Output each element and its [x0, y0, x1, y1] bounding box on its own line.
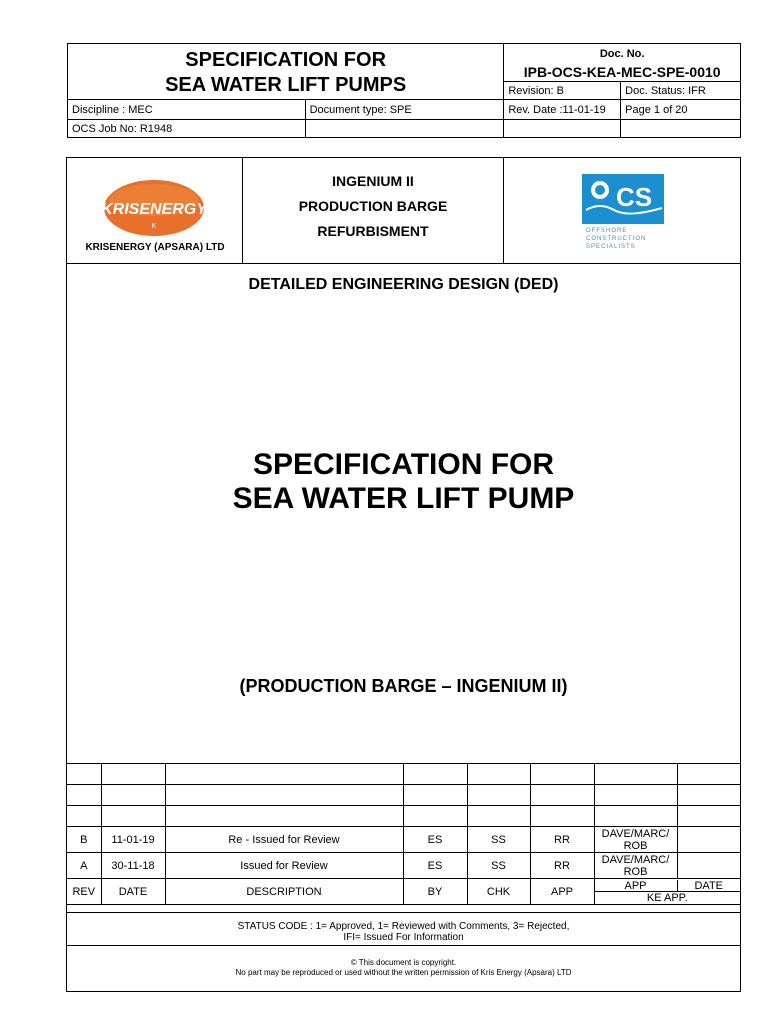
description-cell: Re - Issued for Review	[165, 827, 403, 853]
ke-app-cell: DAVE/MARC/ ROB	[594, 853, 677, 879]
project-line2: PRODUCTION BARGE	[298, 198, 448, 214]
chk-header: CHK	[467, 879, 530, 905]
description-cell: Issued for Review	[165, 853, 403, 879]
revision-cell: Revision: B	[504, 82, 621, 100]
copyright-line2: No part may be reproduced or used without the written permission of Kris Energy (Apsara) LTD	[235, 968, 572, 977]
chk-cell: SS	[467, 827, 530, 853]
company-name: KRISENERGY (APSARA) LTD	[85, 242, 225, 253]
document-title	[68, 44, 504, 100]
project-line1: INGENIUM II	[332, 173, 414, 189]
status-code-legend	[67, 912, 740, 946]
date-cell: 30-11-18	[101, 853, 165, 879]
project-line3: REFURBISMENT	[317, 223, 429, 239]
ke-date-cell	[677, 827, 740, 853]
doc-no-value: IPB-OCS-KEA-MEC-SPE-0010	[523, 63, 721, 80]
doc-no-label: Doc. No.	[599, 47, 645, 60]
revision-header-row	[67, 879, 740, 905]
ke-app-label: KE APP.	[646, 891, 688, 904]
revision-row-blank	[67, 785, 740, 806]
project-title-cell	[243, 158, 504, 263]
ke-app-col-header: APP	[595, 880, 678, 891]
ocs-logo-line3: SPECIALISTS	[586, 244, 636, 250]
by-header: BY	[403, 879, 467, 905]
copyright-line1: © This document is copyright.	[350, 958, 457, 967]
client-logo-cell	[67, 158, 243, 263]
ke-date-header: DATE	[694, 879, 724, 892]
document-title-line2: SEA WATER LIFT PUMPS	[165, 73, 407, 96]
ocs-logo	[504, 158, 740, 263]
status-code-line2: IFI= Issued For Information	[343, 932, 464, 943]
ke-app-cell: DAVE/MARC/ ROB	[594, 827, 677, 853]
document-type-cell: Document type: SPE	[305, 100, 504, 120]
ocs-logo-line1: OFFSHORE	[586, 228, 628, 234]
empty-cell	[305, 120, 504, 138]
chk-cell: SS	[467, 853, 530, 879]
by-cell: ES	[403, 827, 467, 853]
ke-approval-header	[594, 879, 740, 905]
cover-page-frame	[66, 157, 741, 992]
rev-cell: B	[67, 827, 101, 853]
app-header: APP	[530, 879, 594, 905]
ke-date-cell	[677, 853, 740, 879]
ocs-logo-line2: CONSTRUCTION	[586, 236, 647, 242]
status-code-line1: STATUS CODE : 1= Approved, 1= Reviewed with Comments, 3= Rejected,	[237, 921, 570, 932]
date-header: DATE	[101, 879, 165, 905]
ded-heading: DETAILED ENGINEERING DESIGN (DED)	[248, 276, 559, 293]
copyright-notice	[67, 958, 740, 978]
revision-row-blank	[67, 806, 740, 827]
main-title	[67, 448, 740, 516]
krisenergy-logo-sub: K	[151, 223, 157, 230]
doc-status-cell: Doc. Status: IFR	[621, 82, 741, 100]
page-cell: Page 1 of 20	[621, 100, 741, 120]
date-cell: 11-01-19	[101, 827, 165, 853]
document-header-table	[67, 43, 741, 138]
contractor-logo-cell	[504, 158, 740, 263]
app-cell: RR	[530, 827, 594, 853]
discipline-cell: Discipline : MEC	[68, 100, 306, 120]
krisenergy-logo	[67, 158, 243, 242]
main-title-line2: SEA WATER LIFT PUMP	[232, 482, 575, 515]
krisenergy-logo-text: KRISENERGY	[101, 201, 207, 218]
ocs-logo-text: CS	[615, 182, 653, 212]
revision-table	[67, 763, 740, 905]
empty-cell	[621, 120, 741, 138]
by-cell: ES	[403, 853, 467, 879]
description-header: DESCRIPTION	[165, 879, 403, 905]
logo-row	[67, 158, 740, 264]
rev-header: REV	[67, 879, 101, 905]
rev-date-cell: Rev. Date :11-01-19	[504, 100, 621, 120]
main-title-line1: SPECIFICATION FOR	[252, 448, 555, 481]
rev-cell: A	[67, 853, 101, 879]
sub-title: (PRODUCTION BARGE – INGENIUM II)	[239, 676, 568, 696]
app-cell: RR	[530, 853, 594, 879]
doc-no-cell	[504, 44, 741, 82]
revision-row	[67, 827, 740, 853]
revision-row-blank	[67, 764, 740, 785]
document-title-line1: SPECIFICATION FOR	[185, 48, 387, 71]
empty-cell	[504, 120, 621, 138]
revision-row	[67, 853, 740, 879]
ocs-job-no-cell: OCS Job No: R1948	[68, 120, 306, 138]
